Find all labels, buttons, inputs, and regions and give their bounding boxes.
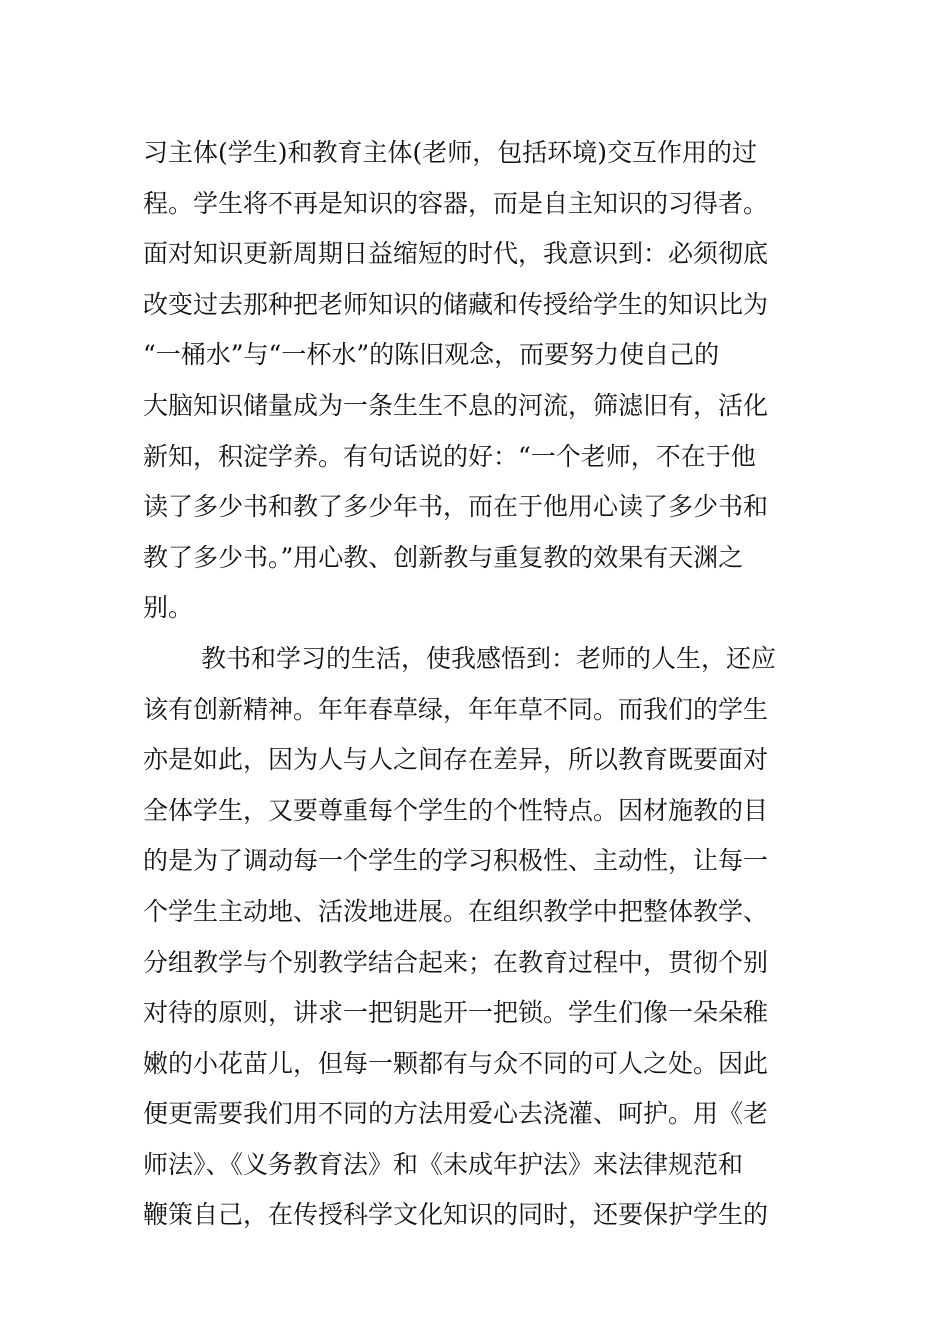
text-line: 大脑知识储量成为一条生生不息的河流，筛滤旧有，活化 bbox=[143, 390, 769, 420]
text-line: 分组教学与个别教学结合起来；在教育过程中，贯彻个别 bbox=[143, 947, 769, 977]
text-line: 读了多少书和教了多少年书，而在于他用心读了多少书和 bbox=[143, 492, 769, 522]
text-line: 该有创新精神。年年春草绿，年年草不同。而我们的学生 bbox=[143, 694, 769, 724]
text-line: 面对知识更新周期日益缩短的时代，我意识到：必须彻底 bbox=[143, 239, 769, 269]
text-line: 的是为了调动每一个学生的学习积极性、主动性，让每一 bbox=[143, 846, 769, 876]
text-line: 习主体(学生)和教育主体(老师，包括环境)交互作用的过 bbox=[143, 138, 758, 167]
text-line: 师法》、《义务教育法》和《未成年护法》来法律规范和 bbox=[143, 1149, 744, 1179]
text-line: 教了多少书。”用心教、创新教与重复教的效果有天渊之 bbox=[143, 542, 744, 572]
text-line: 改变过去那种把老师知识的储藏和传授给学生的知识比为 bbox=[143, 289, 769, 319]
text-line: 程。学生将不再是知识的容器，而是自主知识的习得者。 bbox=[143, 188, 769, 218]
paragraph-1 bbox=[143, 128, 808, 634]
text-line: 别。 bbox=[143, 593, 194, 623]
text-line: 全体学生，又要尊重每个学生的个性特点。因材施教的目 bbox=[143, 795, 769, 825]
paragraph-2 bbox=[143, 634, 808, 1241]
text-line: 便更需要我们用不同的方法用爱心去浇灌、呵护。用《老 bbox=[143, 1099, 769, 1129]
text-line: 个学生主动地、活泼地进展。在组织教学中把整体教学、 bbox=[143, 896, 769, 926]
body-text bbox=[143, 128, 808, 1241]
text-line: 鞭策自己，在传授科学文化知识的同时，还要保护学生的 bbox=[143, 1200, 769, 1230]
text-line-indented: 教书和学习的生活，使我感悟到：老师的人生，还应 bbox=[201, 643, 777, 673]
text-line: 新知，积淀学养。有句话说的好：“一个老师，不在于他 bbox=[143, 441, 756, 471]
text-line: 嫩的小花苗儿，但每一颗都有与众不同的可人之处。因此 bbox=[143, 1048, 769, 1078]
text-line: 亦是如此，因为人与人之间存在差异，所以教育既要面对 bbox=[143, 745, 769, 775]
text-line: “一桶水”与“一杯水”的陈旧观念，而要努力使自己的 bbox=[143, 340, 720, 370]
text-line: 对待的原则，讲求一把钥匙开一把锁。学生们像一朵朵稚 bbox=[143, 998, 769, 1028]
